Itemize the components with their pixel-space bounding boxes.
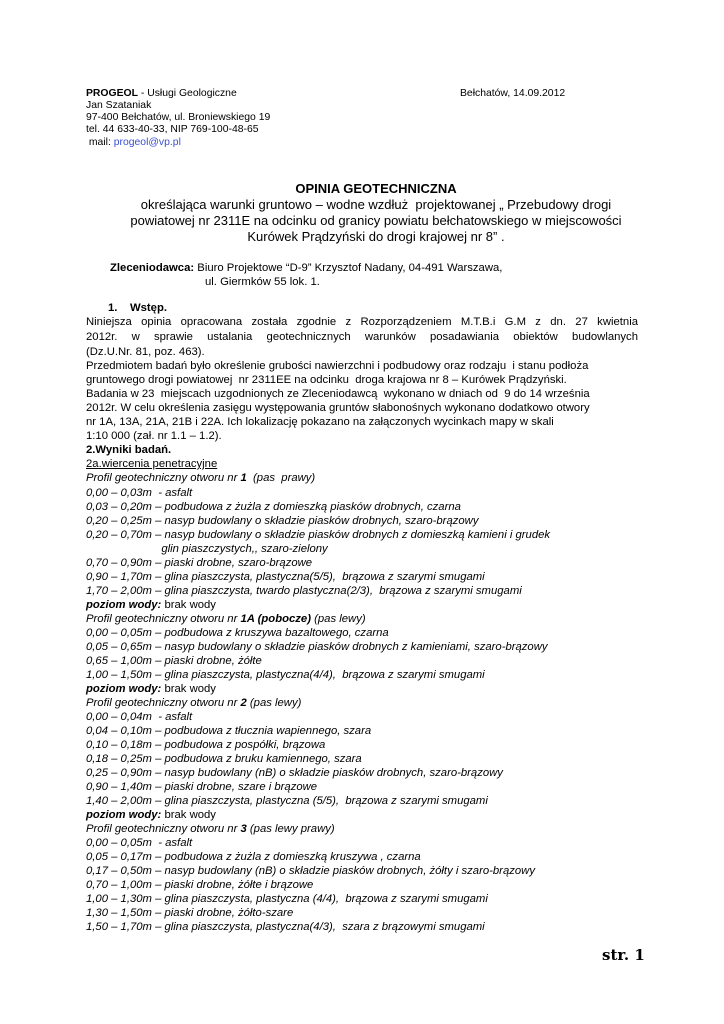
profile-heading xyxy=(86,613,366,627)
profile-layer: 0,05 – 0,17m – podbudowa z żużla z domieszką kruszywa , czarna xyxy=(86,851,421,863)
section-1-heading: 1. Wstęp. xyxy=(108,302,168,314)
intro-p1-line: Niniejsza opinia opracowana została zgodnie z Rozporządzeniem M.T.B.i G.M z dn. 27 kwietnia xyxy=(86,316,638,328)
title-line-2: powiatowej nr 2311E na odcinku od granicy powiatu bełchatowskiego w miejscowości xyxy=(130,213,622,228)
water-level xyxy=(86,683,216,697)
water-label: poziom wody: xyxy=(86,599,162,611)
profile-layer: 0,25 – 0,90m – nasyp budowlany (nB) o składzie piasków drobnych, szaro-brązowy xyxy=(86,767,503,779)
water-value: brak wody xyxy=(161,599,216,611)
company-phone: tel. 44 633-40-33, NIP 769-100-48-65 xyxy=(86,124,259,135)
company-mail-line xyxy=(86,136,181,149)
profile-layer: 1,50 – 1,70m – glina piaszczysta, plastyczna(4/3), szara z brązowymi smugami xyxy=(86,921,485,933)
company-name: PROGEOL xyxy=(86,88,138,99)
profile-layer: 0,17 – 0,50m – nasyp budowlany (nB) o składzie piasków drobnych, żółty i szaro-brązowy xyxy=(86,865,535,877)
water-value: brak wody xyxy=(161,683,216,695)
profile-suffix: (pas lewy prawy) xyxy=(246,823,335,835)
profile-layer: 0,00 – 0,05m – podbudowa z kruszywa bazaltowego, czarna xyxy=(86,627,389,639)
profile-layer: 0,70 – 0,90m – piaski drobne, szaro-brązowe xyxy=(86,557,313,569)
profile-heading xyxy=(86,697,301,711)
profile-number: 2 xyxy=(240,697,247,709)
profile-heading xyxy=(86,823,335,837)
profile-layer: 1,40 – 2,00m – glina piaszczysta, plastyczna (5/5), brązowa z szarymi smugami xyxy=(86,795,488,807)
client-name: Biuro Projektowe “D-9” Krzysztof Nadany, 04-491 Warszawa, xyxy=(194,262,503,274)
profile-suffix: (pas prawy) xyxy=(246,472,316,484)
profile-layer: 1,00 – 1,50m – glina piaszczysta, plastyczna(4/4), brązowa z szarymi smugami xyxy=(86,669,485,681)
profile-layer: 1,00 – 1,30m – glina piaszczysta, plastyczna (4/4), brązowa z szarymi smugami xyxy=(86,893,488,905)
title-line-1: określająca warunki gruntowo – wodne wzdłuż projektowanej „ Przebudowy drogi xyxy=(140,197,612,212)
company-description: - Usługi Geologiczne xyxy=(137,88,237,99)
profile-suffix: (pas lewy) xyxy=(246,697,302,709)
profile-layer: 0,00 – 0,05m - asfalt xyxy=(86,837,193,849)
profile-layer: 0,70 – 1,00m – piaski drobne, żółte i brązowe xyxy=(86,879,314,891)
water-value: brak wody xyxy=(161,809,216,821)
section-2-heading: 2.Wyniki badań. xyxy=(86,444,172,456)
profile-number: 3 xyxy=(240,823,247,835)
profile-suffix: (pas lewy) xyxy=(310,613,366,625)
profile-prefix: Profil geotechniczny otworu nr xyxy=(86,613,241,625)
author-name: Jan Szataniak xyxy=(86,100,152,111)
profile-extra: (pobocze) xyxy=(254,613,311,625)
section-2a-heading: 2a.wiercenia penetracyjne xyxy=(86,458,218,470)
profile-layer: 0,04 – 0,10m – podbudowa z tłucznia wapiennego, szara xyxy=(86,725,372,737)
profile-layer: 0,03 – 0,20m – podbudowa z żużla z domieszką piasków drobnych, czarna xyxy=(86,501,461,513)
place-date: Bełchatów, 14.09.2012 xyxy=(460,88,566,99)
intro-p2-line: Przedmiotem badań było określenie grubości nawierzchni i podbudowy oraz rodzaju i stanu podłoża xyxy=(86,360,589,372)
client-line-1 xyxy=(110,262,502,276)
title-line-3: Kurówek Prądzyński do drogi krajowej nr 8” . xyxy=(247,229,505,244)
profile-layer: 1,30 – 1,50m – piaski drobne, żółto-szare xyxy=(86,907,294,919)
profile-layer: 0,00 – 0,04m - asfalt xyxy=(86,711,193,723)
water-label: poziom wody: xyxy=(86,683,162,695)
intro-p2-line: Badania w 23 miejscach uzgodnionych ze Zleceniodawcą wykonano w dniach od 9 do 14 września xyxy=(86,388,590,400)
intro-p2-line: 1:10 000 (zał. nr 1.1 – 1.2). xyxy=(86,430,222,442)
water-label: poziom wody: xyxy=(86,809,162,821)
intro-p1-line: 2012r. w sprawie ustalania geotechnicznych warunków posadawiania obiektów budowlanych xyxy=(86,331,638,343)
client-line-2: ul. Giermków 55 lok. 1. xyxy=(205,276,320,288)
profile-prefix: Profil geotechniczny otworu nr xyxy=(86,823,241,835)
profile-layer: 0,05 – 0,65m – nasyp budowlany o składzie piasków drobnych z kamieniami, szaro-brązowy xyxy=(86,641,548,653)
profile-layer: 0,00 – 0,03m - asfalt xyxy=(86,487,193,499)
profile-number: 1 xyxy=(240,472,247,484)
profile-number: 1A xyxy=(240,613,255,625)
profile-layer: 1,70 – 2,00m – glina piaszczysta, twardo plastyczna(2/3), brązowa z szarymi smugami xyxy=(86,585,522,597)
profile-layer: glin piaszczystych,, szaro-zielony xyxy=(86,543,328,555)
mail-label: mail: xyxy=(86,137,114,148)
profile-layer: 0,20 – 0,25m – nasyp budowlany o składzie piasków drobnych, szaro-brązowy xyxy=(86,515,479,527)
profile-prefix: Profil geotechniczny otworu nr xyxy=(86,697,241,709)
profile-layer: 0,90 – 1,70m – glina piaszczysta, plastyczna(5/5), brązowa z szarymi smugami xyxy=(86,571,485,583)
company-address: 97-400 Bełchatów, ul. Broniewskiego 19 xyxy=(86,112,271,123)
intro-p2-line: gruntowego drogi powiatowej nr 2311EE na odcinku droga krajowa nr 8 – Kurówek Prądzyński. xyxy=(86,374,567,386)
document-title: OPINIA GEOTECHNICZNA xyxy=(295,181,457,196)
profile-layer: 0,18 – 0,25m – podbudowa z bruku kamiennego, szara xyxy=(86,753,362,765)
mail-link[interactable]: progeol@vp.pl xyxy=(113,137,181,148)
intro-p1-last-line: (Dz.U.Nr. 81, poz. 463). xyxy=(86,346,205,358)
water-level xyxy=(86,809,216,823)
intro-p2-line: 2012r. W celu określenia zasięgu występowania gruntów słabonośnych wykonano dodatkowo otwory xyxy=(86,402,590,414)
profile-heading xyxy=(86,472,315,486)
intro-p2-line: nr 1A, 13A, 21A, 21B i 22A. Ich lokalizację pokazano na załączonych wycinkach mapy w skali xyxy=(86,416,554,428)
client-label: Zleceniodawca: xyxy=(110,262,195,274)
profile-layer: 0,10 – 0,18m – podbudowa z pospółki, brązowa xyxy=(86,739,326,751)
water-level xyxy=(86,599,216,613)
profile-layer: 0,90 – 1,40m – piaski drobne, szare i brązowe xyxy=(86,781,318,793)
profile-prefix: Profil geotechniczny otworu nr xyxy=(86,472,241,484)
profile-layer: 0,65 – 1,00m – piaski drobne, żółte xyxy=(86,655,262,667)
profile-layer: 0,20 – 0,70m – nasyp budowlany o składzie piasków drobnych z domieszką kamieni i grudek xyxy=(86,529,551,541)
page-number: str. 1 xyxy=(602,946,645,964)
